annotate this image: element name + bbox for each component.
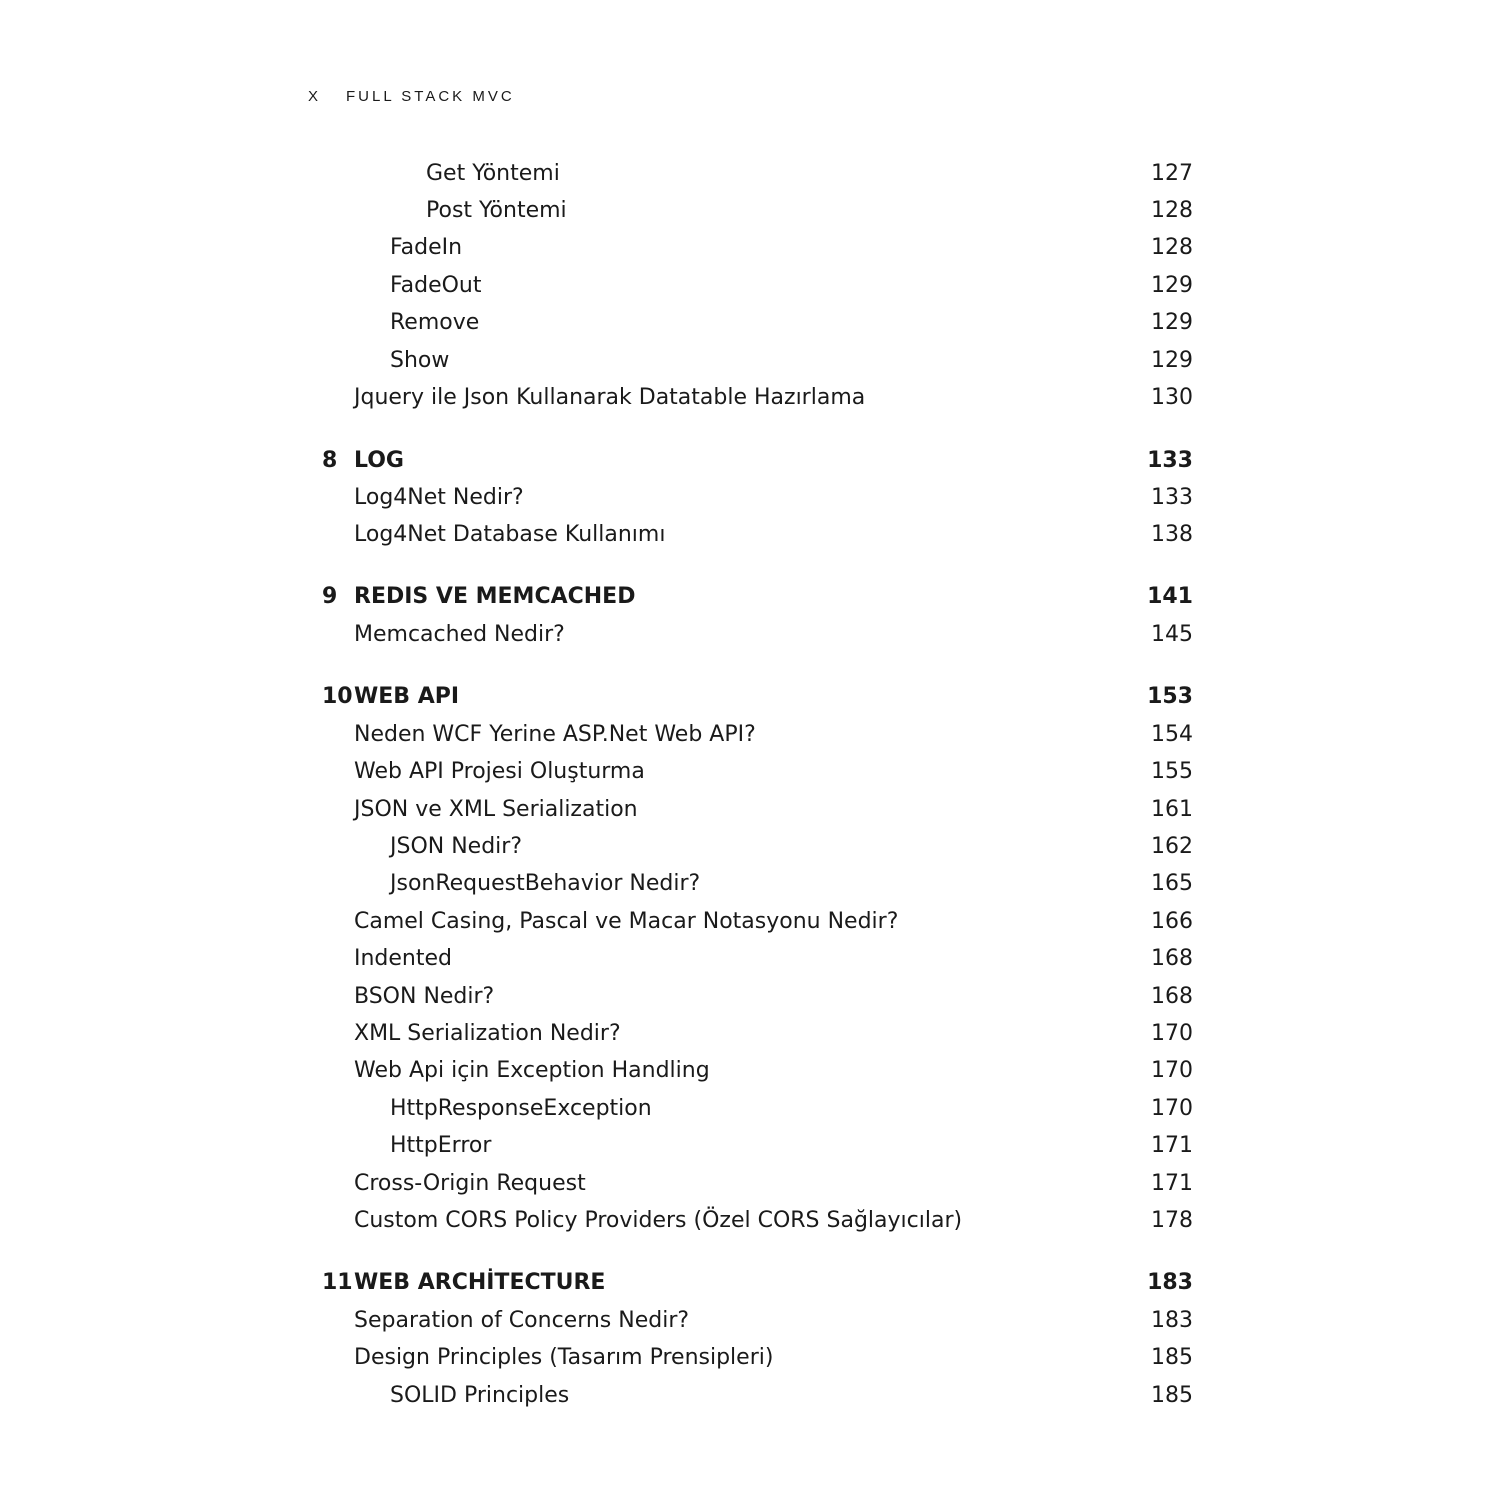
page-number: 129 xyxy=(1151,310,1193,335)
toc-entry-row[interactable] xyxy=(0,619,1500,651)
page-number: 168 xyxy=(1151,946,1193,971)
entry-title: FadeOut xyxy=(390,273,482,298)
chapter-number: 10 xyxy=(322,684,353,709)
entry-title: Indented xyxy=(354,946,453,971)
entry-title: Remove xyxy=(390,310,480,335)
entry-title: Cross-Origin Request xyxy=(354,1171,586,1196)
page-number: 133 xyxy=(1147,448,1193,473)
page-number: 171 xyxy=(1151,1133,1193,1158)
entry-title: BSON Nedir? xyxy=(354,984,495,1009)
entry-title: Camel Casing, Pascal ve Macar Notasyonu Nedir? xyxy=(354,909,899,934)
page-number: 154 xyxy=(1151,722,1193,747)
entry-title: Log4Net Nedir? xyxy=(354,485,524,510)
entry-title: Web Api için Exception Handling xyxy=(354,1058,710,1083)
entry-title: Web API Projesi Oluşturma xyxy=(354,759,645,784)
toc-entry-row[interactable] xyxy=(0,1205,1500,1237)
toc-entry-row[interactable] xyxy=(0,1055,1500,1087)
toc-entry-row[interactable] xyxy=(0,981,1500,1013)
toc-chapter-row[interactable] xyxy=(0,445,1500,477)
page-number: 153 xyxy=(1147,684,1193,709)
chapter-number: 9 xyxy=(322,584,338,609)
page-number: 178 xyxy=(1151,1208,1193,1233)
page-number: 161 xyxy=(1151,797,1193,822)
chapter-title: REDIS VE MEMCACHED xyxy=(354,584,636,609)
toc-entry-row[interactable] xyxy=(0,1018,1500,1050)
page-number: 129 xyxy=(1151,348,1193,373)
entry-title: Separation of Concerns Nedir? xyxy=(354,1308,690,1333)
entry-title: HttpError xyxy=(390,1133,492,1158)
entry-title: Custom CORS Policy Providers (Özel CORS Sağlayıcılar) xyxy=(354,1208,963,1233)
page-number: 128 xyxy=(1151,235,1193,260)
page-number: 141 xyxy=(1147,584,1193,609)
page-number: 155 xyxy=(1151,759,1193,784)
toc-entry-row[interactable] xyxy=(0,794,1500,826)
page-number: 128 xyxy=(1151,198,1193,223)
toc-entry-row[interactable] xyxy=(0,1305,1500,1337)
toc-entry-row[interactable] xyxy=(0,1168,1500,1200)
chapter-title: WEB API xyxy=(354,684,460,709)
toc-entry-row[interactable] xyxy=(0,195,1500,227)
entry-title: SOLID Principles xyxy=(390,1383,570,1408)
page-number: 165 xyxy=(1151,871,1193,896)
page-number: 138 xyxy=(1151,522,1193,547)
entry-title: Design Principles (Tasarım Prensipleri) xyxy=(354,1345,774,1370)
toc-entry-row[interactable] xyxy=(0,519,1500,551)
toc-entry-row[interactable] xyxy=(0,482,1500,514)
chapter-title: LOG xyxy=(354,448,404,473)
book-title: FULL STACK MVC xyxy=(346,88,515,105)
page-number: 145 xyxy=(1151,622,1193,647)
toc-entry-row[interactable] xyxy=(0,943,1500,975)
toc-chapter-row[interactable] xyxy=(0,681,1500,713)
page-number: 129 xyxy=(1151,273,1193,298)
page-number: 185 xyxy=(1151,1345,1193,1370)
page-number: 162 xyxy=(1151,834,1193,859)
page-number: 185 xyxy=(1151,1383,1193,1408)
toc-chapter-row[interactable] xyxy=(0,1267,1500,1299)
toc-entry-row[interactable] xyxy=(0,831,1500,863)
toc-entry-row[interactable] xyxy=(0,1342,1500,1374)
page-number: 170 xyxy=(1151,1021,1193,1046)
chapter-number: 11 xyxy=(322,1270,353,1295)
toc-entry-row[interactable] xyxy=(0,756,1500,788)
page-number: 130 xyxy=(1151,385,1193,410)
page-number: 170 xyxy=(1151,1096,1193,1121)
toc-entry-row[interactable] xyxy=(0,158,1500,190)
entry-title: FadeIn xyxy=(390,235,463,260)
page-number: 133 xyxy=(1151,485,1193,510)
toc-entry-row[interactable] xyxy=(0,1380,1500,1412)
page-number: 170 xyxy=(1151,1058,1193,1083)
page-number: 183 xyxy=(1151,1308,1193,1333)
toc-entry-row[interactable] xyxy=(0,270,1500,302)
entry-title: XML Serialization Nedir? xyxy=(354,1021,621,1046)
entry-title: Get Yöntemi xyxy=(426,161,560,186)
entry-title: JSON Nedir? xyxy=(390,834,523,859)
entry-title: Jquery ile Json Kullanarak Datatable Hazırlama xyxy=(354,385,866,410)
page-number: 183 xyxy=(1147,1270,1193,1295)
entry-title: Show xyxy=(390,348,450,373)
page-number: 166 xyxy=(1151,909,1193,934)
chapter-number: 8 xyxy=(322,448,338,473)
page-number: 168 xyxy=(1151,984,1193,1009)
toc-entry-row[interactable] xyxy=(0,307,1500,339)
toc-entry-row[interactable] xyxy=(0,1093,1500,1125)
toc-entry-row[interactable] xyxy=(0,1130,1500,1162)
entry-title: JsonRequestBehavior Nedir? xyxy=(390,871,701,896)
entry-title: Memcached Nedir? xyxy=(354,622,565,647)
entry-title: Log4Net Database Kullanımı xyxy=(354,522,666,547)
toc-chapter-row[interactable] xyxy=(0,581,1500,613)
toc-entry-row[interactable] xyxy=(0,382,1500,414)
entry-title: JSON ve XML Serialization xyxy=(354,797,638,822)
toc-entry-row[interactable] xyxy=(0,868,1500,900)
page-number: 127 xyxy=(1151,161,1193,186)
toc-entry-row[interactable] xyxy=(0,345,1500,377)
page-folio: X xyxy=(308,88,322,105)
toc-entry-row[interactable] xyxy=(0,232,1500,264)
chapter-title: WEB ARCHİTECTURE xyxy=(354,1270,606,1295)
entry-title: HttpResponseException xyxy=(390,1096,652,1121)
entry-title: Post Yöntemi xyxy=(426,198,567,223)
page-number: 171 xyxy=(1151,1171,1193,1196)
entry-title: Neden WCF Yerine ASP.Net Web API? xyxy=(354,722,756,747)
toc-entry-row[interactable] xyxy=(0,906,1500,938)
toc-entry-row[interactable] xyxy=(0,719,1500,751)
